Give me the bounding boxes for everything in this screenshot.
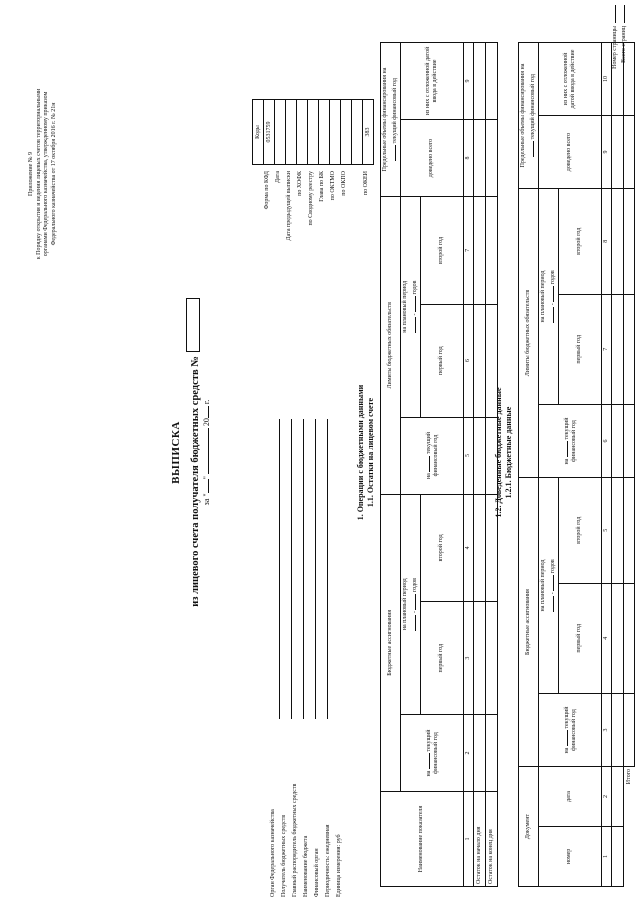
cell	[623, 478, 635, 584]
page-number	[612, 5, 621, 145]
cell	[623, 294, 635, 404]
balances-table	[380, 42, 498, 887]
code-value	[330, 100, 341, 165]
label-fk-organ: Орган Федерального казначейства	[270, 809, 276, 897]
cell	[623, 583, 635, 693]
code-label: по ОКЕИ	[363, 171, 369, 196]
day-blank	[202, 479, 209, 493]
cell	[623, 189, 635, 295]
date-quote: "	[202, 476, 211, 480]
pages-total-label: Всего страниц	[621, 26, 627, 63]
row-end-balance: Остаток на конец дня	[485, 792, 497, 887]
col-ba-plan: на плановый период - годов	[538, 478, 558, 694]
appendix-line-3: Федерального казначейства от 17 октября 2016 г. № 21н	[50, 102, 57, 246]
account-number-box	[186, 298, 200, 352]
cell	[473, 197, 485, 305]
col-ba-first-year: первый год	[420, 602, 463, 715]
plan-years-text: годов	[549, 559, 556, 574]
cell	[611, 294, 623, 404]
col-number: 7	[463, 197, 473, 305]
plan-years-text: годов	[411, 280, 418, 295]
fill-line	[292, 419, 304, 719]
col-budget-allocations: Бюджетные ассигнования	[381, 494, 401, 791]
col-number: 8	[463, 120, 473, 197]
year-blank	[423, 753, 430, 769]
col-lbo-current	[400, 417, 463, 494]
cell	[611, 478, 623, 584]
col-number: 8	[601, 189, 611, 295]
label-financial-organ: Финансовый орган	[314, 848, 320, 897]
year-blank	[409, 615, 416, 631]
month-blank	[202, 428, 209, 474]
col-limits: Лимиты бюджетных обязательств	[519, 189, 539, 478]
cell	[473, 304, 485, 417]
cell	[611, 583, 623, 693]
year-blank	[389, 145, 396, 161]
col-deferred: из них с отложенной датой ввода в действие	[400, 43, 463, 120]
year-blank	[547, 596, 554, 612]
fill-line	[268, 419, 280, 719]
col-number: 6	[463, 304, 473, 417]
code-value	[275, 100, 286, 165]
page-number-blank	[615, 5, 616, 23]
plan-text: на плановый период	[401, 578, 408, 631]
row-total-label: Итого	[625, 769, 632, 785]
page-footer	[612, 5, 630, 145]
cell	[473, 494, 485, 602]
label-unit: Единица измерения: руб	[336, 834, 342, 897]
code-value	[341, 100, 352, 165]
code-label: по ОКПО	[341, 171, 347, 196]
col-number: 5	[601, 478, 611, 584]
code-label: Дата	[275, 171, 281, 183]
col-number: 2	[601, 767, 611, 827]
code-label: по Сводному реестру	[308, 171, 314, 226]
cell	[473, 715, 485, 792]
col-number: 9	[463, 43, 473, 120]
label-main-manager: Главный распорядитель бюджетных средств	[292, 783, 298, 897]
appendix-header	[28, 24, 58, 324]
code-value	[297, 100, 308, 165]
col-number: 3	[601, 694, 611, 767]
cell	[473, 602, 485, 715]
cell	[473, 43, 485, 120]
plan-text: на плановый период	[401, 280, 408, 333]
document-subtitle	[186, 0, 201, 905]
col-ba-current	[400, 715, 463, 792]
col-number: 10	[601, 43, 611, 116]
year-blank	[409, 594, 416, 610]
row-start-balance: Остаток на начало дня	[473, 792, 485, 887]
col-number: 6	[601, 405, 611, 478]
col-doc-number: номер	[538, 827, 601, 887]
cell	[623, 694, 635, 767]
col-lbo-current	[538, 405, 601, 478]
pages-total-blank	[624, 5, 625, 23]
cell	[611, 827, 623, 887]
code-value	[308, 100, 319, 165]
date-line	[202, 0, 211, 905]
year-blank	[561, 730, 568, 746]
code-value	[286, 100, 297, 165]
year-blank	[409, 317, 416, 333]
current-year-text: текущий финансовый год	[564, 417, 578, 462]
col-number: 7	[601, 294, 611, 404]
col-number: 5	[463, 417, 473, 494]
col-ba-first-year: первый год	[558, 583, 601, 693]
code-value	[319, 100, 330, 165]
col-deferred: из них с отложенной датой ввода в действие	[538, 43, 601, 116]
col-financing-volumes	[381, 43, 401, 197]
year-blank	[547, 307, 554, 323]
col-lbo-plan: на плановый период - годов	[400, 197, 420, 418]
section-1-2-title: 1.2. Доведенные бюджетные данные	[494, 387, 503, 518]
col-financing-volumes	[519, 43, 539, 189]
appendix-line-2: органами Федерального казначейства, утвержденному приказом	[43, 91, 49, 257]
col-ba-plan: на плановый период - годов	[400, 494, 420, 714]
cell	[611, 694, 623, 767]
cell	[473, 417, 485, 494]
cell	[623, 827, 635, 887]
pof-text: Предельные объемы финансирования на	[520, 63, 526, 168]
date-suffix: г.	[202, 399, 211, 405]
cell	[611, 767, 623, 827]
page-number-label: Номер страницы	[612, 26, 618, 69]
col-doc-date: дата	[538, 767, 601, 827]
col-indicator-name: Наименование показателя	[381, 792, 464, 887]
col-limits: Лимиты бюджетных обязательств	[381, 197, 401, 495]
code-label: Форма по КФД	[264, 171, 270, 210]
code-value: 0531759	[264, 100, 275, 165]
col-lbo-second-year: второй год	[420, 197, 463, 305]
code-label: по ХОФК	[297, 171, 303, 196]
col-brought-total: доведено всего	[538, 116, 601, 189]
label-recipient: Получатель бюджетных средств	[281, 814, 287, 897]
date-year: 20	[202, 418, 211, 427]
label-budget-name: Наименование бюджета	[303, 835, 309, 897]
plan-years-text: годов	[411, 578, 418, 593]
na-text: на	[564, 458, 571, 465]
plan-years-text: годов	[549, 270, 556, 285]
current-year-text: текущий финансовый год	[426, 432, 440, 477]
label-periodicity: Периодичность: ежедневная	[325, 824, 331, 897]
fill-line	[304, 419, 316, 719]
col-number: 9	[601, 116, 611, 189]
col-number: 4	[601, 583, 611, 693]
col-brought-total: доведено всего	[400, 120, 463, 197]
codes-header: Коды	[253, 100, 264, 165]
col-ba-second-year: второй год	[558, 478, 601, 584]
document-title: ВЫПИСКА	[170, 421, 182, 484]
cell	[473, 120, 485, 197]
year-blank	[202, 406, 209, 418]
plan-text: на плановый период	[539, 270, 546, 323]
year-blank	[423, 456, 430, 472]
col-lbo-first-year: первый год	[420, 304, 463, 417]
section-1-1-title: 1.1. Остатки на лицевом счете	[366, 397, 375, 508]
col-number: 1	[463, 792, 473, 887]
col-budget-allocations: Бюджетные ассигнования	[519, 478, 539, 767]
appendix-line-1: к Порядку открытия и ведения лицевых счетов территориальными	[35, 88, 42, 260]
col-number: 3	[463, 602, 473, 715]
pof-text-2: текущий финансовый год	[529, 74, 536, 140]
code-label: Дата предыдущей выписки	[286, 171, 292, 241]
col-lbo-first-year: первый год	[558, 294, 601, 404]
cell	[611, 189, 623, 295]
year-blank	[561, 441, 568, 457]
fill-line	[316, 419, 328, 719]
col-ba-current	[538, 694, 601, 767]
year-blank	[547, 575, 554, 591]
plan-text: на плановый период	[539, 559, 546, 612]
pages-total	[621, 5, 630, 145]
col-number: 4	[463, 494, 473, 602]
budget-data-table	[518, 42, 635, 887]
section-1-2-1-title: 1.2.1. Бюджетные данные	[504, 406, 513, 499]
cell	[611, 405, 623, 478]
year-blank	[527, 141, 534, 157]
col-lbo-plan: на плановый период - годов	[538, 189, 558, 405]
appendix-number: Приложение № 9	[28, 152, 34, 196]
fill-line	[280, 419, 292, 719]
col-number: 2	[463, 715, 473, 792]
col-document: Документ	[519, 767, 539, 887]
na-text: на	[564, 747, 571, 754]
col-lbo-second-year: второй год	[558, 189, 601, 295]
current-year-text: текущий финансовый год	[564, 706, 578, 751]
date-prefix: за "	[202, 493, 211, 506]
cell	[623, 405, 635, 478]
col-ba-second-year: второй год	[420, 494, 463, 602]
code-label: Глава по БК	[319, 171, 325, 202]
year-blank	[547, 286, 554, 302]
col-number: 1	[601, 827, 611, 887]
current-year-text: текущий финансовый год	[426, 729, 440, 774]
code-value: 383	[363, 100, 374, 165]
section-1-title: 1. Операции с бюджетными данными	[356, 384, 365, 521]
header-fill-lines	[268, 419, 328, 719]
na-text: на	[426, 473, 433, 480]
code-label: по ОКТМО	[330, 171, 336, 201]
subtitle-text: из лицевого счета получателя бюджетных средств №	[190, 356, 201, 607]
year-blank	[409, 296, 416, 312]
header-labels	[270, 717, 347, 897]
pof-text: Предельные объемы финансирования на	[382, 67, 388, 172]
na-text: на	[426, 770, 433, 777]
pof-text-2: текущий финансовый год	[391, 78, 398, 144]
